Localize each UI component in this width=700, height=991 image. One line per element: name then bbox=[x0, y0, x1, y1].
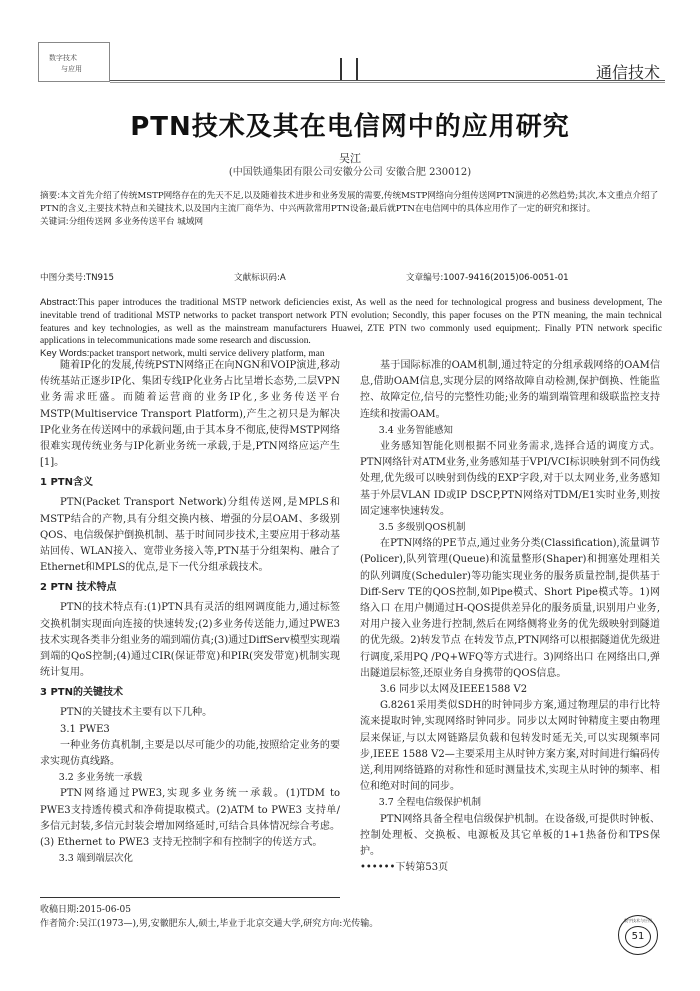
article-number: 文章编号:1007-9416(2015)06-0051-01 bbox=[406, 273, 569, 283]
abstract-cn-label: 摘要: bbox=[40, 191, 61, 201]
abstract-en-text: This paper introduces the traditional MSTP network deficiencies exist, As well as the need for technological progress and business development, The inevitable trend of traditional MSTP networks to packet transport network PTN evolution; Secondly, this paper focuses on the PTN meaning, the main technical features and key technologies, as well as the mainstream manufacturers Huawei, ZTE PTN two commonly used equipment;. Finally PTN network specific applications in telecommunications made some research and discussion. bbox=[40, 298, 662, 347]
paragraph: 一种业务仿真机制,主要是以尽可能少的功能,按照给定业务的要求实现仿真线路。 bbox=[40, 739, 340, 768]
section-heading-3: 3 PTN的关键技术 bbox=[40, 687, 123, 699]
paragraph: PTN的关键技术主要有以下几种。 bbox=[60, 707, 213, 719]
header-rule bbox=[110, 82, 665, 83]
abstract-cn bbox=[40, 190, 662, 229]
author-bio: 作者简介:吴江(1973—),男,安徽肥东人,硕士,毕业于北京交通大学,研究方向:光传输。 bbox=[40, 919, 379, 929]
keywords-cn-text: 分组传送网 多业务传送平台 城域网 bbox=[68, 217, 204, 227]
intro-paragraph: 随着IP化的发展,传统PSTN网络正在向NGN和VOIP演进,移动传统基站正逐步IP化、集团专线IP化业务占比呈增长态势,二层VPN业务需求旺盛。而随着运营商的业务IP化,多业务传送平台MSTP(Multiservice Transport Platform),产生之初只是为解决IP化业务在传送网中的承载问题,由于其本身不彻底,使得MSTP网络很难实现传统业务与IP化新业务统一承载,于是,PTN网络应运产生[1]。 bbox=[40, 360, 340, 469]
left-column bbox=[40, 358, 340, 867]
subsection-heading-3-3: 3.3 端到端层次化 bbox=[58, 853, 133, 865]
right-column bbox=[360, 358, 660, 877]
subsection-heading-3-1: 3.1 PWE3 bbox=[60, 723, 110, 735]
paragraph: PTN的技术特点有:(1)PTN具有灵活的组网调度能力,通过标签交换机制实现面向连接的快速转发;(2)多业务传送能力,通过PWE3技术实现各类非分组业务的端到端仿真;(3)通过DiffServ模型实现端到端的QoS控制;(4)通过CIR(保证带宽)和PIR(突发带宽)机制实现统计复用。 bbox=[40, 602, 340, 679]
author-affiliation: (中国铁通集团有限公司安徽分公司 安徽合肥 230012) bbox=[228, 167, 472, 178]
keywords-en-label: Key Words: bbox=[40, 348, 90, 360]
paragraph: PTN网络通过PWE3,实现多业务统一承载。(1)TDM to PWE3支持透传模式和净荷提取模式。(2)ATM to PWE3 支持单/多信元封装,多信元封装会增加网络延时,可结合具体情况综合考虑。(3) Ethernet to PWE3 支持无控制字和有控制字的传送方式。 bbox=[40, 788, 340, 849]
abstract-en bbox=[40, 297, 662, 361]
section-heading-1: 1 PTN含义 bbox=[40, 477, 93, 489]
subsection-heading-3-6: 3.6 同步以太网及IEEE1588 V2 bbox=[380, 684, 528, 696]
journal-logo-line2: 与应用 bbox=[61, 65, 82, 73]
continued-note: ••••••下转第53页 bbox=[360, 862, 449, 874]
subsection-heading-3-7: 3.7 全程电信级保护机制 bbox=[378, 797, 482, 809]
abstract-cn-text: 本文首先介绍了传统MSTP网络存在的先天不足,以及随着技术进步和业务发展的需要,传统MSTP网络向分组传送网PTN演进的必然趋势;其次,本文重点介绍了PTN的含义,主要技术特点和关键技术,以及国内主流厂商华为、中兴两款常用PTN设备;最后就PTN在电信网中的具体应用作了一定的研究和探讨。 bbox=[40, 191, 659, 214]
received-date: 收稿日期:2015-06-05 bbox=[40, 905, 131, 915]
keywords-cn-label: 关键词: bbox=[40, 217, 69, 227]
paragraph: 在PTN网络的PE节点,通过业务分类(Classification),流量调节(Policer),队列管理(Queue)和流量整形(Shaper)和拥塞处理相关的队列调度(Scheduler)等功能实现业务的服务质量控制,提供基于Diff-Serv TE的QOS控制,如Pipe模式、Short Pipe模式等。1)网络入口 在用户侧通过H-QOS提供差异化的服务质量,识别用户业务,对用户接入业务进行控制,然后在网络侧将业务的优先级映射到隧道的优先级。2)转发节点 在转发节点,PTN网络可以根据隧道优先级进行调度,采用PQ /PQ+WFQ等方式进行。3)网络出口 在网络出口,弹出隧道层标签,还原业务自身携带的QOS信息。 bbox=[360, 538, 660, 679]
footnote bbox=[40, 903, 378, 931]
page-number: 51 bbox=[625, 926, 651, 948]
keywords-en-text: packet transport network, multi service delivery platform, man bbox=[89, 349, 325, 360]
clc-number: 中图分类号:TN915 bbox=[40, 273, 114, 283]
abstract-en-label: Abstract: bbox=[40, 297, 78, 308]
paragraph: PTN网络具备全程电信级保护机制。在设备级,可提供时钟板、控制处理板、交换板、电源板及其它单板的1+1热备份和TPS保护。 bbox=[360, 813, 660, 858]
author-name: 吴江 bbox=[339, 152, 361, 165]
section-label: 通信技术 bbox=[595, 63, 660, 82]
document-code: 文献标识码:A bbox=[234, 273, 286, 283]
journal-logo-line1: 数字技术 bbox=[49, 54, 77, 62]
subsection-heading-3-2: 3.2 多业务统一承载 bbox=[58, 772, 143, 784]
paragraph: 业务感知智能化则根据不同业务需求,选择合适的调度方式。PTN网络针对ATM业务,业务感知基于VPI/VCI标识映射到不同伪线处理,优先级可以映射到伪线的EXP字段,对于以太网业务,业务感知基于外层VLAN ID或IP DSCP,PTN网络对TDM/E1实时业务,则按固定速率快速转发。 bbox=[360, 441, 660, 517]
paper-title: PTN技术及其在电信网中的应用研究 bbox=[130, 112, 570, 142]
paragraph: 基于国际标准的OAM机制,通过特定的分组承载网络的OAM信息,借助OAM信息,实现分层的网络故障自动检测,保护倒换、性能监控、故障定位,信号的完整性功能;业务的端到端管理和级联监控支持连续和按需OAM。 bbox=[360, 360, 660, 420]
badge-ring-text: 数字技术与应用 bbox=[624, 918, 652, 923]
section-heading-2: 2 PTN 技术特点 bbox=[40, 582, 117, 594]
header-divider-bar bbox=[340, 58, 342, 80]
subsection-heading-3-5: 3.5 多级别QOS机制 bbox=[378, 522, 466, 534]
paragraph: G.8261采用类似SDH的时钟同步方案,通过物理层的串行比特流来提取时钟,实现网络时钟同步。同步以太网时钟精度主要由物理层来保证,与以太网链路层负载和包转发时延无关,可以实现频率同步,IEEE 1588 V2—主要采用主从时钟方案方案,对时间进行编码传送,利用网络链路的对称性和延时测量技术,实现主从时钟的频率、相位和绝对时间的同步。 bbox=[360, 700, 660, 793]
footnote-rule bbox=[40, 897, 340, 898]
header-divider-bar bbox=[356, 58, 358, 80]
journal-logo bbox=[38, 42, 110, 82]
paragraph: PTN(Packet Transport Network)分组传送网,是MPLS和MSTP结合的产物,具有分组交换内核、增强的分层OAM、多级别QOS、电信级保护倒换机制、基于时间同步技术,主要应用于移动基站回传、WLAN接入、宽带业务接入等,PTN基于分组架构、融合了Ethernet和MPLS的优点,是下一代分组承载技术。 bbox=[40, 497, 340, 574]
page-number-badge bbox=[618, 915, 658, 955]
subsection-heading-3-4: 3.4 业务智能感知 bbox=[378, 424, 453, 436]
header-rule bbox=[110, 80, 665, 81]
